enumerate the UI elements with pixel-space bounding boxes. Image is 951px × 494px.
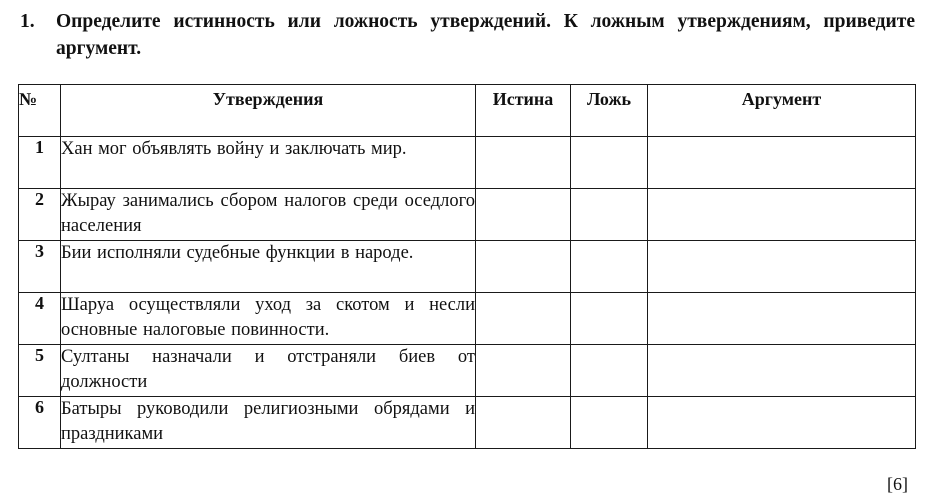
- false-answer-cell[interactable]: [571, 293, 648, 345]
- statement-cell: Бии исполняли судебные функции в народе.: [61, 241, 476, 293]
- statement-cell: Жырау занимались сбором налогов среди оседлого населения: [61, 189, 476, 241]
- false-answer-cell[interactable]: [571, 137, 648, 189]
- false-answer-cell[interactable]: [571, 189, 648, 241]
- true-answer-cell[interactable]: [476, 241, 571, 293]
- table-row: [19, 137, 916, 189]
- header-argument: Аргумент: [648, 85, 916, 137]
- true-answer-cell[interactable]: [476, 345, 571, 397]
- argument-cell[interactable]: [648, 345, 916, 397]
- table-header-row: [19, 85, 916, 137]
- true-answer-cell[interactable]: [476, 293, 571, 345]
- row-number: 2: [19, 189, 61, 241]
- argument-cell[interactable]: [648, 293, 916, 345]
- score-mark: [6]: [887, 474, 908, 494]
- row-number: 1: [19, 137, 61, 189]
- statement-cell: Батыры руководили религиозными обрядами и праздниками: [61, 397, 476, 449]
- true-answer-cell[interactable]: [476, 137, 571, 189]
- question-number: 1.: [20, 11, 35, 32]
- statement-cell: Султаны назначали и отстраняли биев от должности: [61, 345, 476, 397]
- true-answer-cell[interactable]: [476, 397, 571, 449]
- question-text: Определите истинность или ложность утверждений. К ложным утверждениям, приведите аргумент.: [56, 11, 915, 59]
- argument-cell[interactable]: [648, 241, 916, 293]
- argument-cell[interactable]: [648, 189, 916, 241]
- table-row: [19, 345, 916, 397]
- row-number: 3: [19, 241, 61, 293]
- statements-table: [18, 84, 916, 449]
- argument-cell[interactable]: [648, 397, 916, 449]
- row-number: 6: [19, 397, 61, 449]
- table-row: [19, 293, 916, 345]
- argument-cell[interactable]: [648, 137, 916, 189]
- header-false: Ложь: [571, 85, 648, 137]
- statement-cell: Шаруа осуществляли уход за скотом и несли основные налоговые повинности.: [61, 293, 476, 345]
- question-heading: [20, 8, 915, 62]
- table-row: [19, 241, 916, 293]
- false-answer-cell[interactable]: [571, 345, 648, 397]
- statement-cell: Хан мог объявлять войну и заключать мир.: [61, 137, 476, 189]
- table-row: [19, 397, 916, 449]
- true-answer-cell[interactable]: [476, 189, 571, 241]
- header-number: №: [19, 85, 61, 137]
- table-row: [19, 189, 916, 241]
- header-statements: Утверждения: [61, 85, 476, 137]
- row-number: 5: [19, 345, 61, 397]
- row-number: 4: [19, 293, 61, 345]
- false-answer-cell[interactable]: [571, 397, 648, 449]
- false-answer-cell[interactable]: [571, 241, 648, 293]
- header-true: Истина: [476, 85, 571, 137]
